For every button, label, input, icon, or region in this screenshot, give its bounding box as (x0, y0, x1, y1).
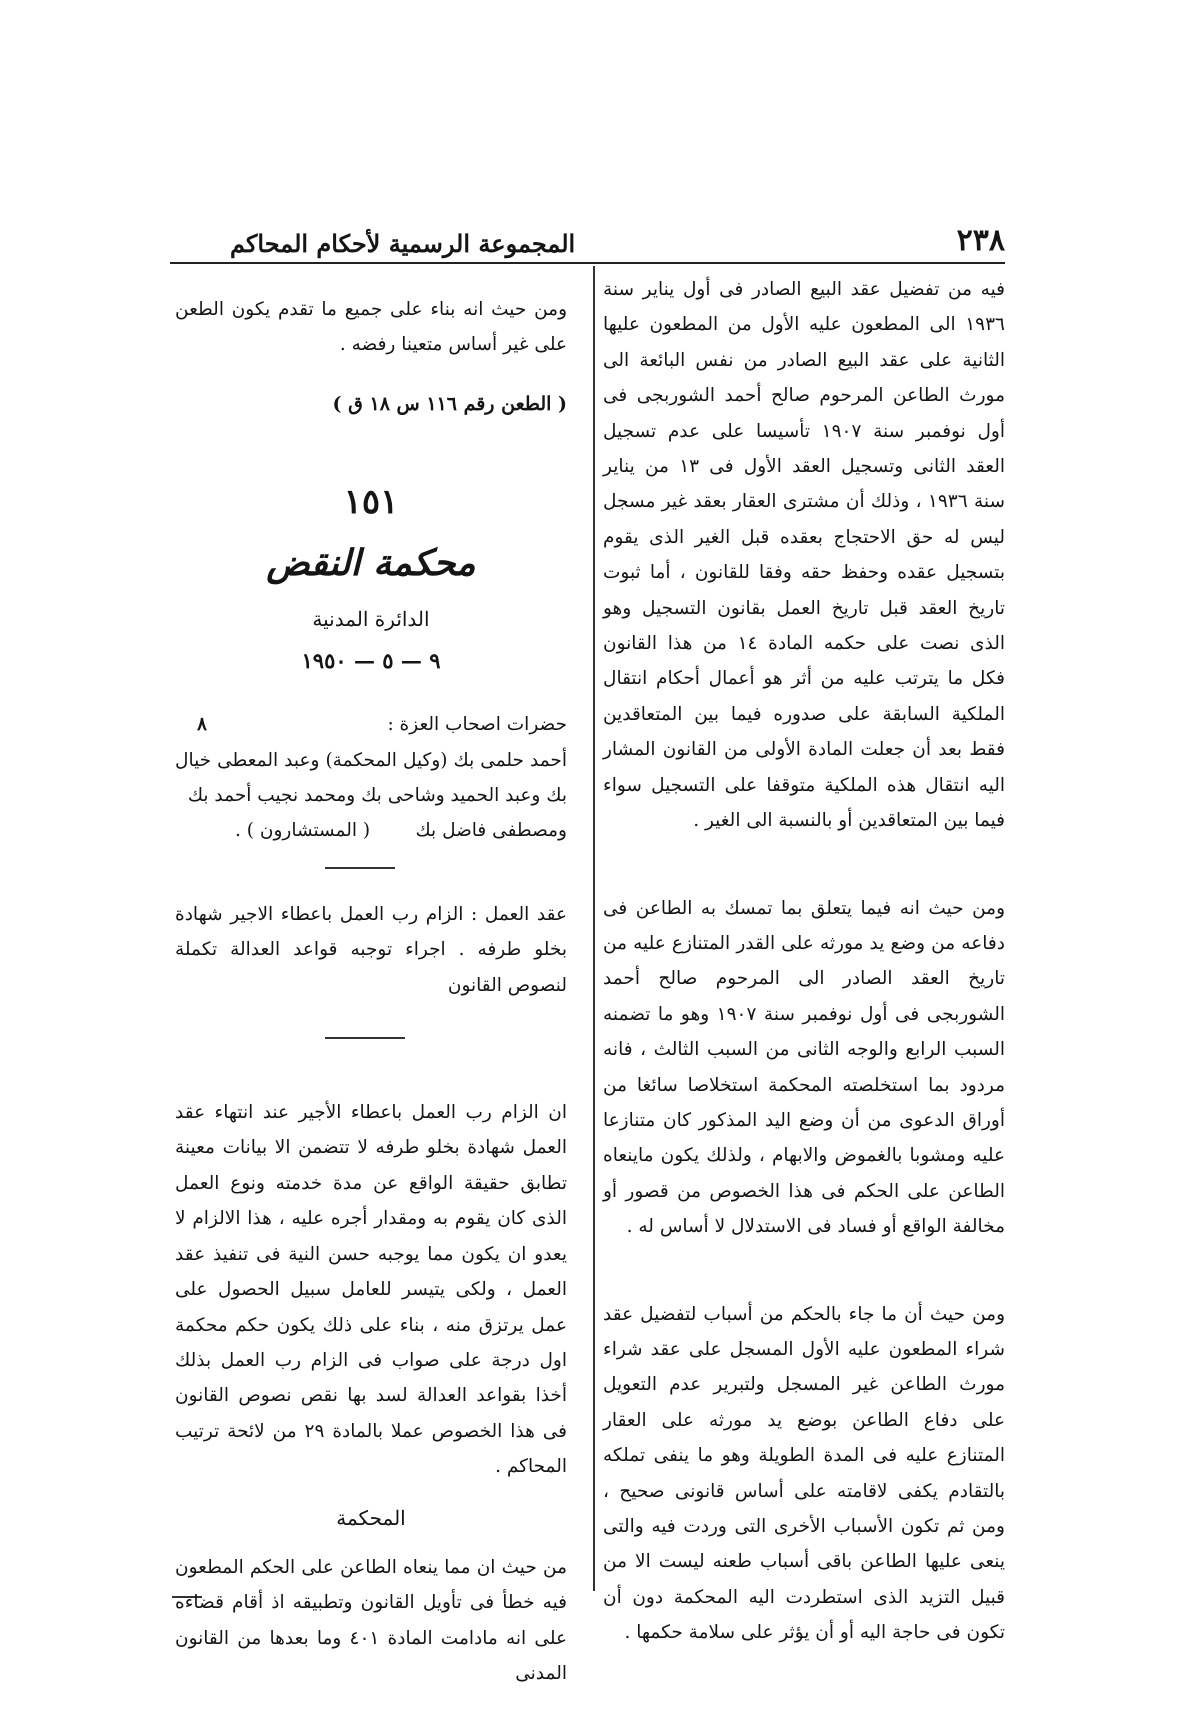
header-rule (170, 262, 1005, 264)
section-rule (325, 1037, 405, 1039)
ruling-number: ١٥١ (343, 482, 399, 523)
column-divider (593, 266, 595, 1591)
court-name: محكمة النقض (266, 542, 476, 585)
judges-role: ( المستشارون ) . (235, 820, 371, 842)
paragraph: ومن حيث أن ما جاء بالحكم من أسباب لتفضيل عقد شراء المطعون عليه الأول المسجل على عقد شراء مورث الطاعن غير المسجل ولتبرير عدم التعويل على دفاع الطاعن بوضع يد مورثه على العقار المتنازع عليه فى المدة الطويلة وهو ما ينفى تملكه بالتقادم يكفى لاقامته على أساس قانونى صحيح ، ومن ثم تكون الأسباب الأخرى التى وردت فيه والتى ينعى عليها الطاعن باقى أسباب طعنه ليست الا من قبيل التزيد الذى استطردت اليه المحكمة دون أن تكون فى حاجة اليه أو أن يؤثر على سلامة حكمها . (603, 1303, 1005, 1644)
judges-list: أحمد حلمى بك (وكيل المحكمة) وعبد المعطى خيال بك وعبد الحميد وشاحى بك ومحمد نجيب أحمد بك (175, 749, 567, 807)
case-reference: ( الطعن رقم ١١٦ س ١٨ ق ) (332, 392, 567, 415)
judges-marker: ٨ (197, 714, 207, 736)
ruling-date: ٩ — ٥ — ١٩٥٠ (301, 648, 441, 674)
judges-heading: حضرات اصحاب العزة : (387, 714, 567, 736)
judges-heading-row (175, 707, 567, 742)
circuit-name: الدائرة المدنية (312, 607, 430, 632)
legal-principle: ان الزام رب العمل باعطاء الأجير عند انتهاء عقد العمل شهادة بخلو طرفه لا تتضمن الا بيانات معينة تطابق حقيقة الواقع عن مدة خدمته ونوع العمل الذى كان يقوم به ومقدار أجره عليه ، هذا الالزام لا يعدو ان يكون مما يوجبه حسن النية فى تنفيذ عقد العمل ، ولكى يتيسر للعامل سبيل الحصول على عمل يرتزق منه ، بناء على ذلك يكون حكم محكمة اول درجة على صواب فى الزام رب العمل بذلك أخذا بقواعد العدالة لسد بها نقص نصوص القانون فى هذا الخصوص عملا بالمادة ٢٩ من لائحة ترتيب المحاكم . (175, 1102, 567, 1478)
page-number: ٢٣٨ (956, 223, 1005, 258)
headnote: عقد العمل : الزام رب العمل باعطاء الاجير شهادة بخلو طرفه . اجراء توجبه قواعد العدالة تكملة لنصوص القانون (175, 903, 567, 996)
closing-paragraph: ومن حيث انه بناء على جميع ما تقدم يكون الطعن على غير أساس متعينا رفضه . (175, 299, 567, 356)
paragraph: فيه من تفضيل عقد البيع الصادر فى أول يناير سنة ١٩٣٦ الى المطعون عليه الأول من المطعون عليها الثانية على عقد البيع الصادر من نفس البائعة الى مورث الطاعن المرحوم صالح أحمد الشوربجى فى أول نوفمبر سنة ١٩٠٧ تأسيسا على عدم تسجيل العقد الثانى وتسجيل العقد الأول فى ١٣ من يناير سنة ١٩٣٦ ، وذلك أن مشترى العقار بعقد غير مسجل ليس له حق الاحتجاج بعقده قبل الغير الذى يقوم بتسجيل عقده وحفظ حقه وفقا للقانون ، أما ثبوت تاريخ العقد قبل تاريخ العمل بقانون التسجيل وهو الذى نصت على حكمه المادة ١٤ من هذا القانون فكل ما يترتب عليه من أثر هو أعمال أحكام انتقال الملكية السابقة على صدوره فيما بين المتعاقدين فقط بعد أن جعلت المادة الأولى من القانون المشار اليه انتقال هذه الملكية متوقفا على التسجيل سواء فيما بين المتعاقدين أو بالنسبة الى الغير . (603, 279, 1005, 832)
judges-tail-row (175, 813, 567, 848)
left-column (175, 292, 567, 1692)
page-header (170, 210, 1005, 258)
court-opening: من حيث ان مما ينعاه الطاعن على الحكم المطعون فيه خطأ فى تأويل القانون وتطبيقه اذ أقام قضاءه على انه مادامت المادة ٤٠١ وما بعدها من القانون المدنى (175, 1556, 567, 1685)
paragraph: ومن حيث انه فيما يتعلق بما تمسك به الطاعن فى دفاعه من وضع يد مورثه على القدر المتنازع عليه من تاريخ العقد الصادر الى المرحوم صالح أحمد الشوربجى فى أول نوفمبر سنة ١٩٠٧ وهو ما تضمنه السبب الرابع والوجه الثانى من السبب الثالث ، فانه مردود بما استخلصته المحكمة استخلاصا سائغا من أوراق الدعوى من أن وضع اليد المذكور كان متنازعا عليه ومشوبا بالغموض والابهام ، ولذلك يكون ماينعاه الطاعن على الحكم فى هذا الخصوص من قصور أو مخالفة الواقع أو فساد فى الاستدلال لا أساس له . (603, 897, 1005, 1238)
section-rule (325, 867, 395, 869)
judges-last: ومصطفى فاضل بك (415, 820, 567, 842)
right-column (603, 272, 1005, 1651)
running-title: المجموعة الرسمية لأحكام المحاكم (230, 229, 576, 258)
court-heading: المحكمة (336, 1505, 406, 1530)
